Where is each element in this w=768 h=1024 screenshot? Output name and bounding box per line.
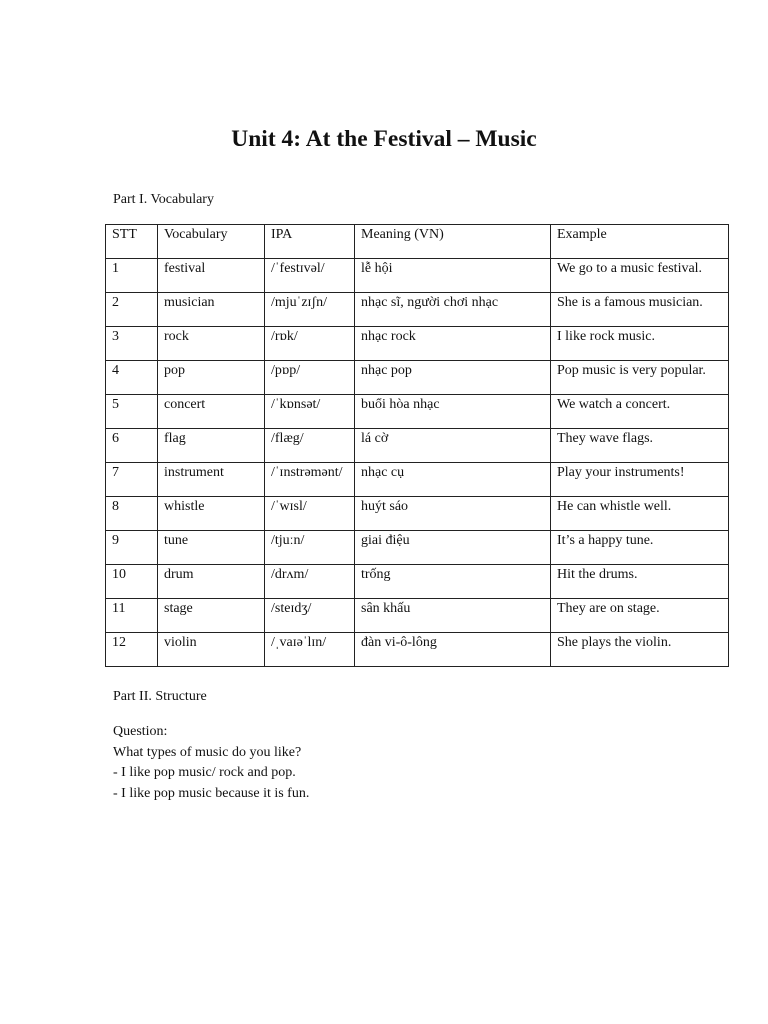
cell-example: It’s a happy tune. (551, 531, 729, 565)
cell-ipa: /drʌm/ (265, 565, 355, 599)
answer-line: - I like pop music because it is fun. (113, 785, 310, 801)
question-text: What types of music do you like? (113, 744, 302, 760)
table-row (106, 429, 729, 463)
cell-stt: 4 (106, 361, 158, 395)
cell-ipa: /ˌvaɪəˈlɪn/ (265, 633, 355, 667)
column-header-meaning: Meaning (VN) (355, 225, 551, 259)
cell-meaning: lễ hội (355, 259, 551, 293)
table-row (106, 531, 729, 565)
table-row (106, 463, 729, 497)
cell-example: Hit the drums. (551, 565, 729, 599)
cell-meaning: sân khấu (355, 599, 551, 633)
cell-example: Play your instruments! (551, 463, 729, 497)
answer-line: - I like pop music/ rock and pop. (113, 765, 296, 780)
cell-meaning: nhạc rock (355, 327, 551, 361)
cell-example: He can whistle well. (551, 497, 729, 531)
structure-section (113, 722, 309, 804)
cell-stt: 2 (106, 293, 158, 327)
cell-meaning: lá cờ (355, 429, 551, 463)
cell-meaning: nhạc cụ (355, 463, 551, 497)
cell-vocabulary: drum (158, 565, 265, 599)
table-row (106, 565, 729, 599)
cell-stt: 8 (106, 497, 158, 531)
cell-vocabulary: festival (158, 259, 265, 293)
table-row (106, 395, 729, 429)
cell-ipa: /ˈkɒnsət/ (265, 395, 355, 429)
cell-ipa: /ˈwɪsl/ (265, 497, 355, 531)
cell-ipa: /flæg/ (265, 429, 355, 463)
cell-example: They are on stage. (551, 599, 729, 633)
cell-meaning: nhạc pop (355, 361, 551, 395)
cell-stt: 9 (106, 531, 158, 565)
page-title: Unit 4: At the Festival – Music (231, 126, 537, 152)
cell-vocabulary: rock (158, 327, 265, 361)
cell-ipa: /steɪdʒ/ (265, 599, 355, 633)
cell-stt: 7 (106, 463, 158, 497)
cell-stt: 11 (106, 599, 158, 633)
vocabulary-table (105, 224, 729, 667)
cell-vocabulary: stage (158, 599, 265, 633)
cell-vocabulary: whistle (158, 497, 265, 531)
cell-example: I like rock music. (551, 327, 729, 361)
cell-stt: 5 (106, 395, 158, 429)
cell-stt: 1 (106, 259, 158, 293)
table-row (106, 361, 729, 395)
table-row (106, 599, 729, 633)
cell-ipa: /pɒp/ (265, 361, 355, 395)
table-row (106, 259, 729, 293)
cell-vocabulary: violin (158, 633, 265, 667)
cell-ipa: /ˈfestɪvəl/ (265, 259, 355, 293)
cell-example: She is a famous musician. (551, 293, 729, 327)
cell-meaning: trống (355, 565, 551, 599)
cell-stt: 12 (106, 633, 158, 667)
cell-example: She plays the violin. (551, 633, 729, 667)
cell-meaning: huýt sáo (355, 497, 551, 531)
table-row (106, 633, 729, 667)
column-header-vocabulary: Vocabulary (158, 225, 265, 259)
cell-stt: 6 (106, 429, 158, 463)
question-label: Question: (113, 724, 168, 739)
cell-vocabulary: concert (158, 395, 265, 429)
cell-meaning: buổi hòa nhạc (355, 395, 551, 429)
cell-stt: 3 (106, 327, 158, 361)
cell-example: They wave flags. (551, 429, 729, 463)
cell-example: Pop music is very popular. (551, 361, 729, 395)
cell-vocabulary: musician (158, 293, 265, 327)
cell-meaning: giai điệu (355, 531, 551, 565)
table-row (106, 497, 729, 531)
cell-example: We watch a concert. (551, 395, 729, 429)
table-row (106, 327, 729, 361)
cell-example: We go to a music festival. (551, 259, 729, 293)
cell-vocabulary: pop (158, 361, 265, 395)
part2-heading: Part II. Structure (113, 689, 207, 704)
column-header-stt: STT (106, 225, 158, 259)
part1-heading: Part I. Vocabulary (113, 192, 214, 207)
cell-ipa: /ˈɪnstrəmənt/ (265, 463, 355, 497)
cell-ipa: /tjuːn/ (265, 531, 355, 565)
cell-vocabulary: instrument (158, 463, 265, 497)
cell-vocabulary: flag (158, 429, 265, 463)
cell-meaning: nhạc sĩ, người chơi nhạc (355, 293, 551, 327)
cell-ipa: /rɒk/ (265, 327, 355, 361)
cell-vocabulary: tune (158, 531, 265, 565)
column-header-example: Example (551, 225, 729, 259)
table-row (106, 293, 729, 327)
column-header-ipa: IPA (265, 225, 355, 259)
cell-stt: 10 (106, 565, 158, 599)
cell-meaning: đàn vi-ô-lông (355, 633, 551, 667)
cell-ipa: /mjuˈzɪʃn/ (265, 293, 355, 327)
table-header-row (106, 225, 729, 259)
